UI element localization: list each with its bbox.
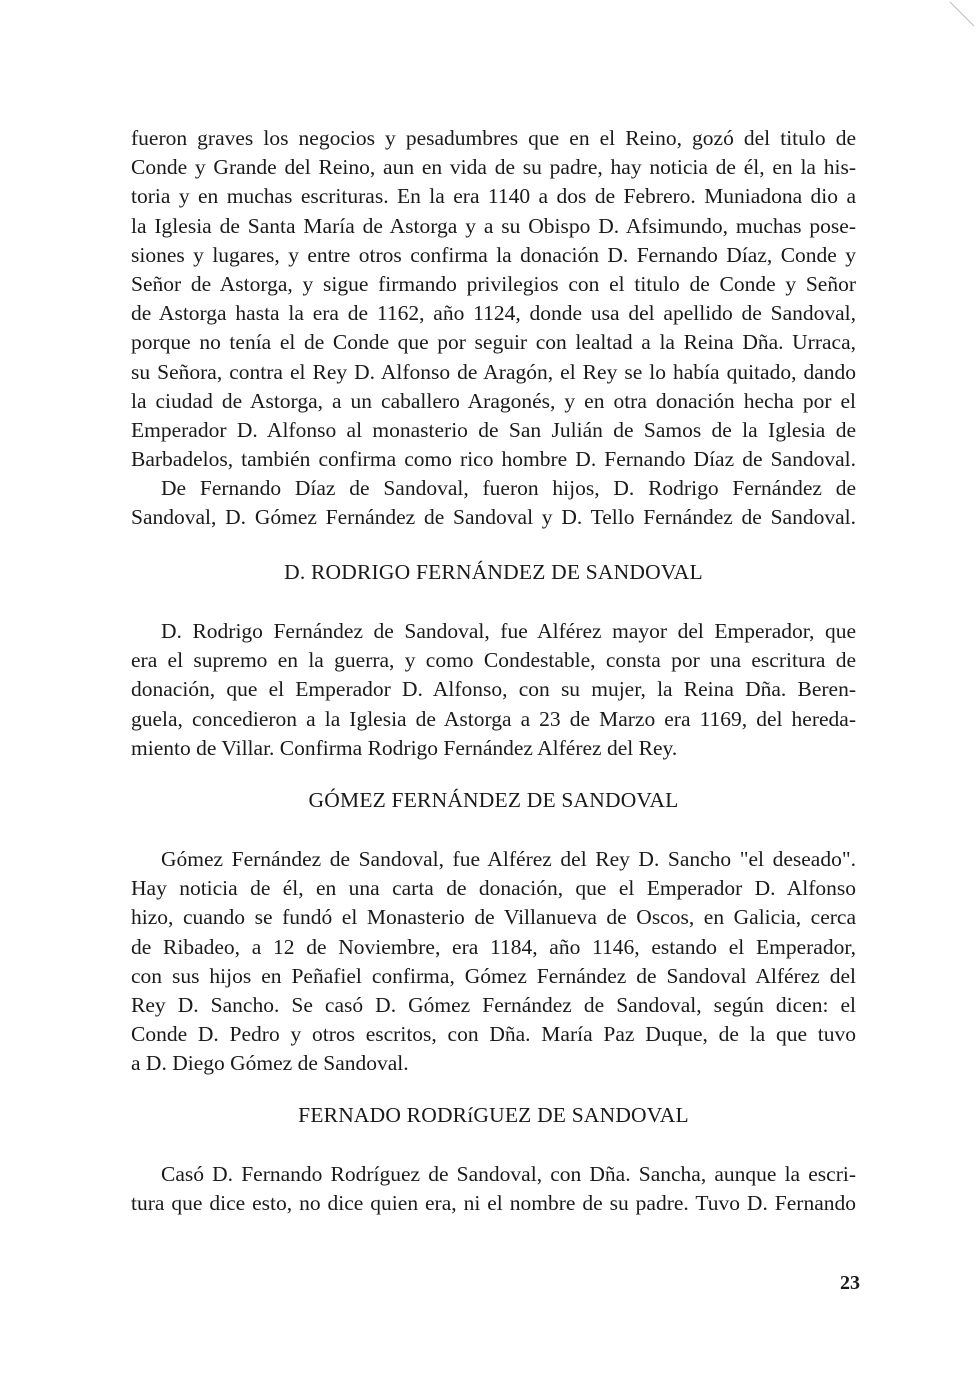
text-line: de Astorga hasta la era de 1162, año 1124, donde usa del apellido de Sandoval, [131,301,856,326]
text-line: miento de Villar. Confirma Rodrigo Fernández Alférez del Rey. [131,735,678,760]
text-line: hizo, cuando se fundó el Monasterio de Villanueva de Oscos, en Galicia, cerca [131,905,856,930]
text-line: donación, que el Emperador D. Alfonso, con su mujer, la Reina Dña. Beren- [131,677,856,702]
text-line: D. Rodrigo Fernández de Sandoval, fue Alférez mayor del Emperador, que [161,619,856,643]
text-line: Señor de Astorga, y sigue firmando privilegios con el titulo de Conde y Señor [131,271,856,296]
text-line: la ciudad de Astorga, a un caballero Aragonés, y en otra donación hecha por el [131,388,856,413]
text-line: Emperador D. Alfonso al monasterio de San Julián de Samos de la Iglesia de [131,417,856,442]
text-line: con sus hijos en Peñafiel confirma, Gómez Fernández de Sandoval Alférez del [131,963,856,988]
text-line: Rey D. Sancho. Se casó D. Gómez Fernández de Sandoval, según dicen: el [131,992,856,1017]
text-line: Sandoval, D. Gómez Fernández de Sandoval y D. Tello Fernández de Sandoval. [131,505,856,530]
text-line: Conde y Grande del Reino, aun en vida de su padre, hay noticia de él, en la his- [131,155,856,180]
text-line: fueron graves los negocios y pesadumbres que en el Reino, gozó del titulo de [131,126,856,150]
text-line: a D. Diego Gómez de Sandoval. [131,1051,409,1076]
text-line: tura que dice esto, no dice quien era, ni el nombre de su padre. Tuvo D. Fernando [131,1191,856,1216]
paragraph-3 [131,617,856,763]
text-line: la Iglesia de Santa María de Astorga y a su Obispo D. Afsimundo, muchas pose- [131,213,856,238]
section-heading: FERNADO RODRíGUEZ DE SANDOVAL [298,1103,689,1127]
text-line: De Fernando Díaz de Sandoval, fueron hijos, D. Rodrigo Fernández de [161,476,856,500]
paragraph-1 [131,124,856,474]
text-line: Gómez Fernández de Sandoval, fue Alférez del Rey D. Sancho "el deseado". [161,847,856,871]
paragraph-5 [131,1160,856,1218]
section-heading: GÓMEZ FERNÁNDEZ DE SANDOVAL [308,788,679,812]
paragraph-2 [131,474,856,532]
text-line: Hay noticia de él, en una carta de donación, que el Emperador D. Alfonso [131,876,856,901]
text-line: Casó D. Fernando Rodríguez de Sandoval, con Dña. Sancha, aunque la escri- [161,1162,856,1186]
section-heading: D. RODRIGO FERNÁNDEZ DE SANDOVAL [284,560,703,584]
text-line: Barbadelos, también confirma como rico hombre D. Fernando Díaz de Sandoval. [131,447,856,472]
paragraph-4 [131,845,856,1079]
page-number: 23 [840,1272,860,1294]
text-line: porque no tenía el de Conde que por seguir con lealtad a la Reina Dña. Urraca, [131,330,856,355]
scan-corner-mark [946,0,976,30]
text-line: siones y lugares, y entre otros confirma la donación D. Fernando Díaz, Conde y [131,242,856,267]
text-line: toria y en muchas escrituras. En la era 1140 a dos de Febrero. Muniadona dio a [131,184,856,209]
text-line: de Ribadeo, a 12 de Noviembre, era 1184, año 1146, estando el Emperador, [131,934,856,959]
text-line: guela, concedieron a la Iglesia de Astorga a 23 de Marzo era 1169, del hereda- [131,706,856,731]
text-line: Conde D. Pedro y otros escritos, con Dña. María Paz Duque, de la que tuvo [131,1022,856,1047]
text-line: era el supremo en la guerra, y como Condestable, consta por una escritura de [131,648,856,673]
text-line: su Señora, contra el Rey D. Alfonso de Aragón, el Rey se lo había quitado, dando [131,359,856,384]
